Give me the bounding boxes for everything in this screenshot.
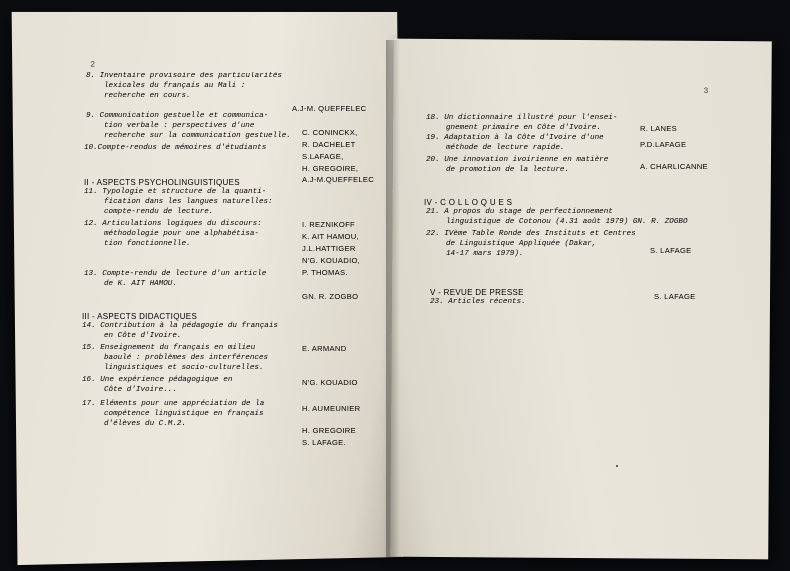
entry-text: baoulé : problèmes des interférences [104,354,269,362]
entry-text: méthodologie pour une alphabétisa- [104,230,259,238]
entry-text: 13. Compte-rendu de lecture d'un article [84,270,267,278]
entry-text: 17. Eléments pour une appréciation de la [82,400,265,408]
entry-text: 10.Compte-rendus de mémoires d'étudiants [84,144,267,152]
section-heading: III - ASPECTS DIDACTIQUES [82,312,198,321]
entry-text: 8. Inventaire provisoire des particularités [86,72,282,80]
author-name: J.L.HATTIGER [302,244,356,253]
page-speck [616,465,618,467]
book-gutter [386,40,400,558]
entry-text: compétence linguistique en français [104,410,264,418]
author-name: S.LAFAGE, [302,152,344,161]
entry-text: 14-17 mars 1979). [446,250,524,258]
entry-text: de K. AIT HAMOU. [104,280,177,288]
entry-text: en Côte d'Ivoire. [104,332,182,340]
author-name: A.J-M.QUEFFELEC [302,175,375,184]
entry-text: lexicales du français au Mali : [104,82,246,90]
author-name: P. THOMAS. [302,268,348,277]
author-name: GN. R. ZOGBO [302,292,359,301]
author-name: N'G. KOUADIO [302,378,358,387]
author-name: K. AIT HAMOU, [302,232,359,241]
entry-text: méthode de lecture rapide. [446,144,565,152]
entry-text: fication dans les langues naturelles: [104,198,273,206]
author-name: H. AUMEUNIER [302,404,361,413]
author-name: I. REZNIKOFF [302,220,355,229]
author-name: S. LAFAGE [650,246,692,255]
entry-text: de promotion de la lecture. [446,166,570,174]
entry-text: 23. Articles récents. [430,298,526,306]
section-heading: II - ASPECTS PSYCHOLINGUISTIQUES [84,178,240,187]
entry-text: recherche sur la communication gestuelle. [104,132,291,140]
author-name: S. LAFAGE [654,292,696,301]
entry-text: 20. Une innovation ivoirienne en matière [426,156,609,164]
entry-text: de Linguistique Appliquée (Dakar, [446,240,597,248]
entry-text: linguistiques et socio-culturelles. [104,364,264,372]
entry-text: 14. Contribution à la pédagogie du français [82,322,278,330]
entry-text: tion fonctionnelle. [104,240,191,248]
author-name: H. GREGOIRE [302,426,356,435]
page-number-left: 2 [90,60,96,70]
author-name: C. CONINCKX, [302,128,358,137]
entry-text: compte-rendu de lecture. [104,208,214,216]
section-heading: V - REVUE DE PRESSE [430,288,524,297]
section-heading: IV - C O L L O Q U E S [424,198,513,207]
entry-text: 12. Articulations logiques du discours: [84,220,262,228]
author-name: S. LAFAGE. [302,438,346,447]
author-name: R. LANES [640,124,678,133]
author-name: A.J-M. QUEFFELEC [292,104,367,113]
page-number-right: 3 [703,86,709,96]
author-name: A. CHARLICANNE [640,162,708,171]
entry-text: recherche en cours. [104,92,191,100]
author-name: E. ARMAND [302,344,347,353]
entry-text: linguistique de Cotonou (4.31 août 1979) GN. R. ZOGBO [446,218,688,226]
entry-text: gnement primaire en Côte d'Ivoire. [446,124,601,132]
entry-text: 9. Communication gestuelle et communica- [86,112,269,120]
entry-text: 19. Adaptation à la Côte d'Ivoire d'une [426,134,604,142]
entry-text: 22. IVème Table Ronde des Instituts et Centres [426,230,636,238]
entry-text: d'élèves du C.M.2. [104,420,187,428]
entry-text: 11. Typologie et structure de la quanti- [84,188,267,196]
entry-text: 21. A propos du stage de perfectionnement [426,208,613,216]
entry-text: 15. Enseignement du français en milieu [82,344,256,352]
author-name: R. DACHELET [302,140,356,149]
entry-text: 18. Un dictionnaire illustré pour l'ensei- [426,114,618,122]
left-page [12,12,403,565]
entry-text: 16. Une expérience pédagogique en [82,376,233,384]
entry-text: tion verbale : perspectives d'une [104,122,255,130]
entry-text: Côte d'Ivoire... [104,386,177,394]
author-name: H. GREGOIRE, [302,164,359,173]
author-name: N'G. KOUADIO, [302,256,361,265]
author-name: P.D.LAFAGE [640,140,687,149]
